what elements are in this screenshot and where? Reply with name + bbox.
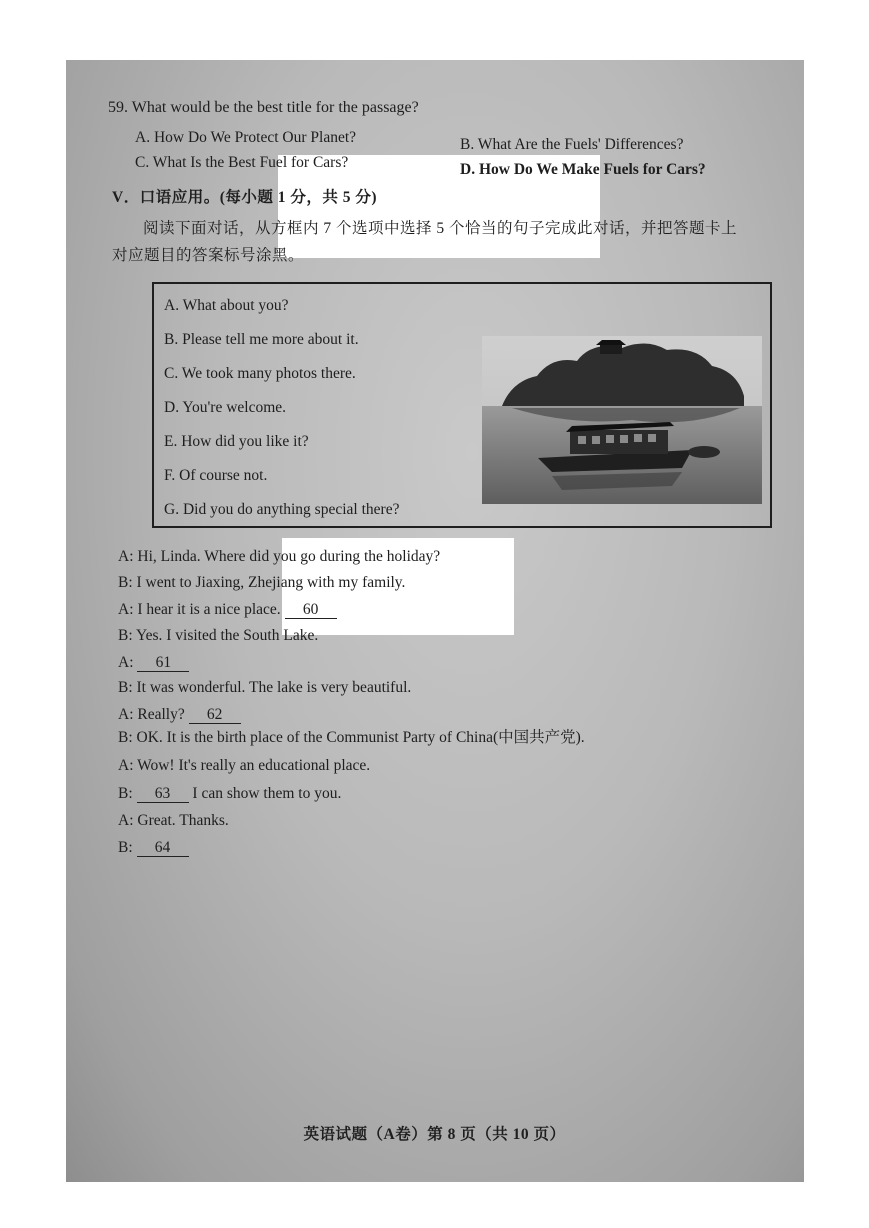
question-59-option-c bbox=[135, 153, 348, 173]
south-lake-photo bbox=[482, 336, 762, 504]
option-e: E. How did you like it? bbox=[164, 433, 309, 450]
dialogue-line-4: B: Yes. I visited the South Lake. bbox=[118, 627, 319, 644]
section-instruction-line-1: 阅读下面对话，从方框内 7 个选项中选择 5 个恰当的句子完成此对话，并把答题卡上 bbox=[143, 220, 738, 237]
dialogue-line-10 bbox=[118, 784, 341, 804]
dialogue-line-7 bbox=[118, 705, 241, 725]
dialogue-line-6: B: It was wonderful. The lake is very beautiful. bbox=[118, 679, 412, 696]
dialogue-line-1: A: Hi, Linda. Where did you go during the holiday? bbox=[118, 548, 441, 565]
option-c: C. We took many photos there. bbox=[164, 365, 356, 382]
dialogue-line-9: A: Wow! It's really an educational place. bbox=[118, 757, 371, 774]
dialogue-line-8: B: OK. It is the birth place of the Communist Party of China(中国共产党). bbox=[118, 729, 585, 746]
dialogue-line-5 bbox=[118, 653, 189, 673]
question-59-stem: 59. What would be the best title for the passage? bbox=[108, 99, 419, 116]
blank-62: 62 bbox=[189, 707, 241, 724]
blank-61: 61 bbox=[137, 655, 189, 672]
blank-64: 64 bbox=[137, 840, 189, 857]
blank-60: 60 bbox=[285, 602, 337, 619]
speaker-b: B: bbox=[118, 785, 133, 802]
dialogue-line-12 bbox=[118, 838, 189, 858]
option-d: D. You're welcome. bbox=[164, 399, 287, 416]
section-heading: V．口语应用。(每小题 1 分，共 5 分) bbox=[112, 189, 378, 206]
blank-63: 63 bbox=[137, 786, 189, 803]
option-c-second-part: Fuel for Cars? bbox=[259, 154, 349, 171]
question-59-option-a: A. How Do We Protect Our Planet? bbox=[135, 129, 357, 146]
dialogue-line-11: A: Great. Thanks. bbox=[118, 812, 229, 829]
page-footer: 英语试题（A卷）第 8 页（共 10 页） bbox=[303, 1126, 566, 1143]
question-59-option-d: D. How Do We Make Fuels for Cars? bbox=[460, 161, 706, 178]
option-b: B. Please tell me more about it. bbox=[164, 331, 359, 348]
option-c-first-part: C. What Is the Best bbox=[135, 154, 256, 171]
speaker-b: B: bbox=[118, 839, 133, 856]
option-a: A. What about you? bbox=[164, 297, 289, 314]
dialogue-line-3-text: A: I hear it is a nice place. bbox=[118, 601, 281, 618]
dialogue-line-2: B: I went to Jiaxing, Zhejiang with my family. bbox=[118, 574, 406, 591]
dialogue-line-7-text: A: Really? bbox=[118, 706, 185, 723]
speaker-a: A: bbox=[118, 654, 134, 671]
section-instruction-line-2: 对应题目的答案标号涂黑。 bbox=[112, 247, 305, 264]
option-f: F. Of course not. bbox=[164, 467, 268, 484]
dialogue-line-3 bbox=[118, 600, 337, 620]
question-59-option-b: B. What Are the Fuels' Differences? bbox=[460, 136, 684, 153]
dialogue-line-10-text: I can show them to you. bbox=[192, 785, 342, 802]
options-box bbox=[152, 282, 772, 528]
option-g: G. Did you do anything special there? bbox=[164, 501, 400, 518]
